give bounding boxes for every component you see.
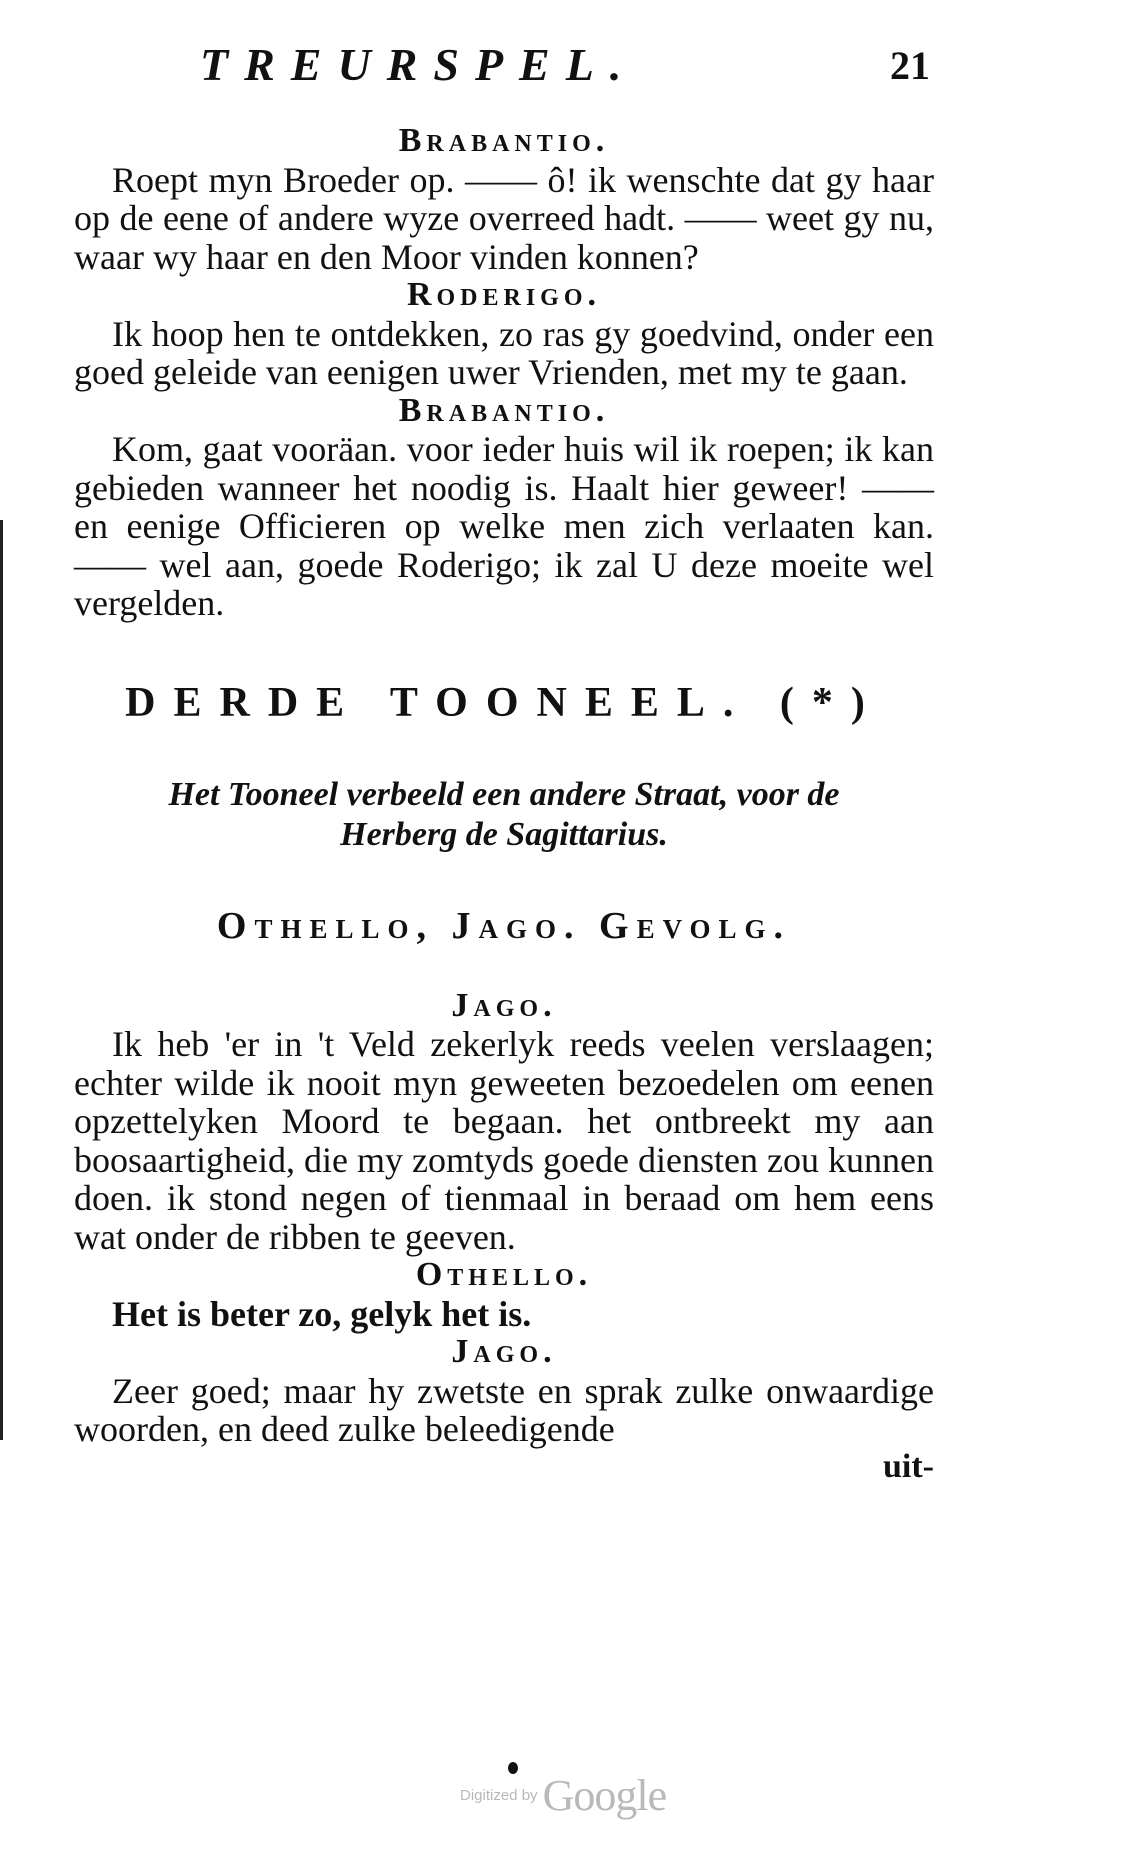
stage-direction: Het Tooneel verbeeld een andere Straat, voor de Herberg de Sagittarius. (168, 775, 840, 853)
speech-text: Ik heb 'er in 't Veld zekerlyk reeds veelen verslaagen; echter wilde ik nooit myn geweeten bezoedelen om eenen opzettelyken Moord te begaan. het ontbreekt my aan boosaartigheid, die my zomtyds goede diensten zou kunnen doen. ik stond negen of tienmaal in beraad om hem eens wat onder de ribben te geeven. (74, 1024, 934, 1257)
speech-block (74, 392, 934, 623)
speech-block (74, 276, 934, 392)
speech-text: Kom, gaat vooräan. voor ieder huis wil ik roepen; ik kan gebieden wanneer het noodig is. Haalt hier geweer! —— en eenige Officieren op welke men zich verlaaten kan. —— wel aan, goede Roderigo; ik zal U deze moeite wel vergelden. (74, 429, 934, 623)
watermark-brand: Google (542, 1771, 667, 1820)
speech-block (74, 987, 934, 1257)
speech-block (74, 1333, 934, 1449)
watermark-prefix: Digitized by (460, 1787, 538, 1804)
speaker-name: Roderigo. (406, 276, 602, 313)
speech-text: Roept myn Broeder op. —— ô! ik wenschte dat gy haar op de eene of andere wyze overreed hadt. —— weet gy nu, waar wy haar en den Moor vinden konnen? (74, 159, 934, 277)
speaker-name: Jago. (451, 1333, 557, 1370)
speaker-name: Brabantio. (398, 122, 610, 159)
digitized-watermark (460, 1770, 720, 1820)
speaker-name: Jago. (451, 986, 557, 1024)
speech-text: Het is beter zo, gelyk het is. (112, 1293, 532, 1334)
speech-text: Ik hoop hen te ontdekken, zo ras gy goedvind, onder een goed geleide van eenigen uwer Vrienden, met my te gaan. (74, 313, 934, 392)
page-edge-shadow (0, 520, 3, 1440)
page-header (200, 38, 930, 98)
page-number: 21 (890, 43, 930, 88)
speech-block (74, 122, 934, 276)
running-head: TREURSPEL. (200, 39, 638, 90)
cast-list: Othello, Jago. Gevolg. (216, 904, 792, 947)
speaker-name: Brabantio. (398, 391, 610, 429)
page-content (74, 122, 934, 1485)
speaker-name: Othello. (415, 1256, 593, 1293)
speech-text: Zeer goed; maar hy zwetste en sprak zulke onwaardige woorden, en deed zulke beleedigende (74, 1370, 934, 1449)
spacer (74, 951, 934, 987)
catchword: uit- (883, 1447, 934, 1485)
speech-block (74, 1256, 934, 1333)
scene-title: DERDE TOONEEL. (*) (125, 679, 883, 726)
